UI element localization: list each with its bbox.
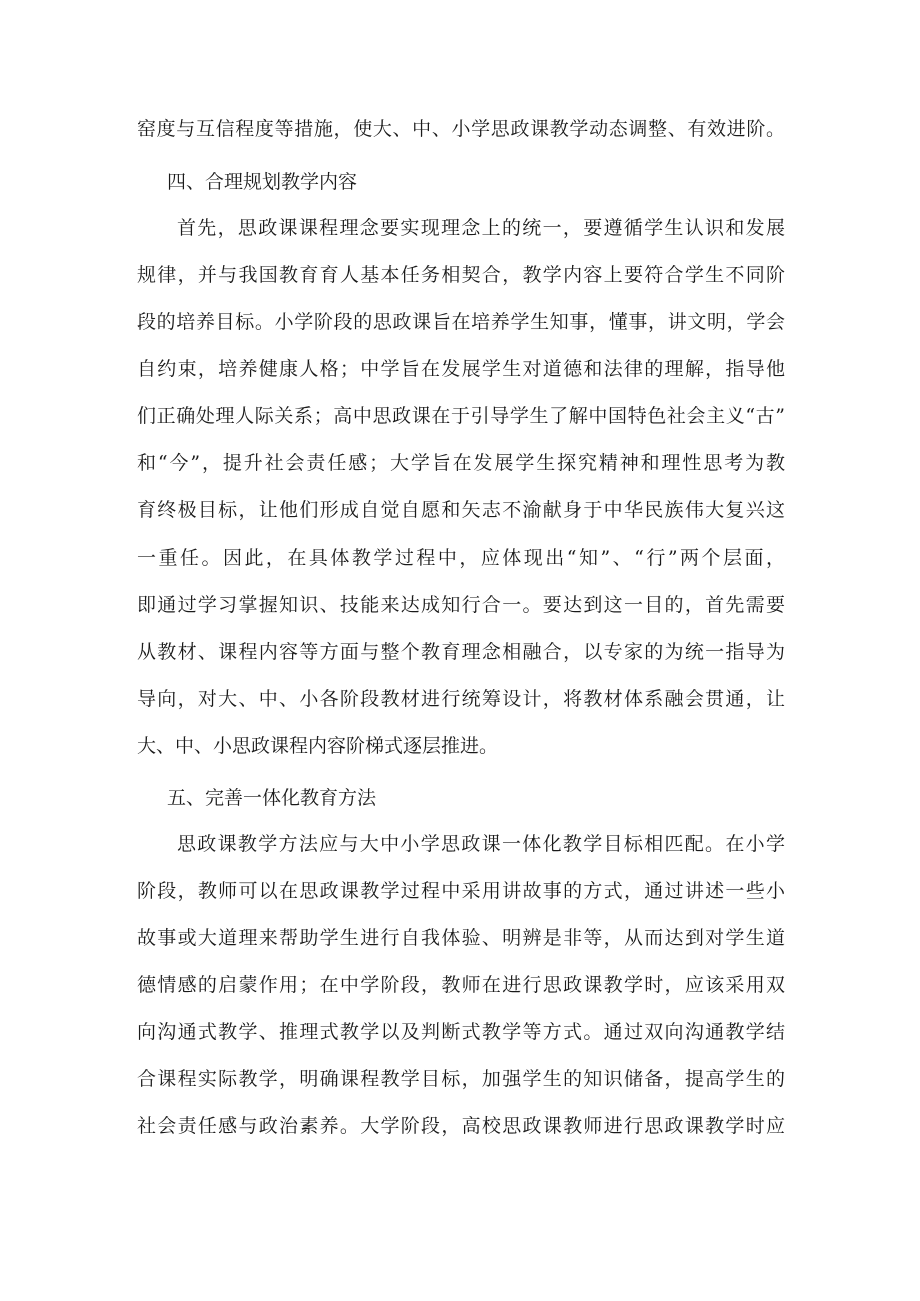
- paragraph-line: 和“今”，提升社会责任感；大学旨在发展学生探究精神和理性思考为教: [137, 452, 785, 474]
- section-heading: 五、完善一体化教育方法: [167, 787, 377, 809]
- paragraph-line: 从教材、课程内容等方面与整个教育理念相融合，以专家的为统一指导为: [137, 641, 785, 663]
- paragraph-line: 大、中、小思政课程内容阶梯式逐层推进。: [137, 735, 499, 757]
- paragraph-line: 思政课教学方法应与大中小学思政课一体化教学目标相匹配。在小学: [177, 833, 785, 855]
- paragraph-line: 合课程实际教学，明确课程教学目标，加强学生的知识储备，提高学生的: [137, 1068, 785, 1090]
- paragraph-line: 一重任。因此，在具体教学过程中，应体现出“知”、“行”两个层面，: [137, 547, 785, 569]
- paragraph-line: 即通过学习掌握知识、技能来达成知行合一。要达到这一目的，首先需要: [137, 594, 785, 616]
- paragraph-line: 自约束，培养健康人格；中学旨在发展学生对道德和法律的理解，指导他: [137, 358, 785, 380]
- section-heading: 四、合理规划教学内容: [167, 171, 358, 193]
- paragraph-line: 窑度与互信程度等措施，使大、中、小学思政课教学动态调整、有效进阶。: [137, 118, 785, 140]
- paragraph-line: 首先，思政课课程理念要实现理念上的统一，要遵循学生认识和发展: [177, 217, 785, 239]
- paragraph-line: 故事或大道理来帮助学生进行自我体验、明辨是非等，从而达到对学生道: [137, 927, 785, 949]
- paragraph-line: 段的培养目标。小学阶段的思政课旨在培养学生知事，懂事，讲文明，学会: [137, 311, 785, 333]
- paragraph-line: 向沟通式教学、推理式教学以及判断式教学等方式。通过双向沟通教学结: [137, 1021, 785, 1043]
- paragraph-line: 规律，并与我国教育育人基本任务相契合，教学内容上要符合学生不同阶: [137, 264, 785, 286]
- paragraph-line: 导向，对大、中、小各阶段教材进行统筹设计，将教材体系融会贯通，让: [137, 688, 785, 710]
- paragraph-line: 阶段，教师可以在思政课教学过程中采用讲故事的方式，通过讲述一些小: [137, 880, 785, 902]
- paragraph-line: 们正确处理人际关系；高中思政课在于引导学生了解中国特色社会主义“古”: [137, 405, 785, 427]
- paragraph-line: 社会责任感与政治素养。大学阶段，高校思政课教师进行思政课教学时应: [137, 1115, 785, 1137]
- paragraph-line: 德情感的启蒙作用；在中学阶段，教师在进行思政课教学时，应该采用双: [137, 974, 785, 996]
- paragraph-line: 育终极目标，让他们形成自觉自愿和矢志不渝献身于中华民族伟大复兴这: [137, 499, 785, 521]
